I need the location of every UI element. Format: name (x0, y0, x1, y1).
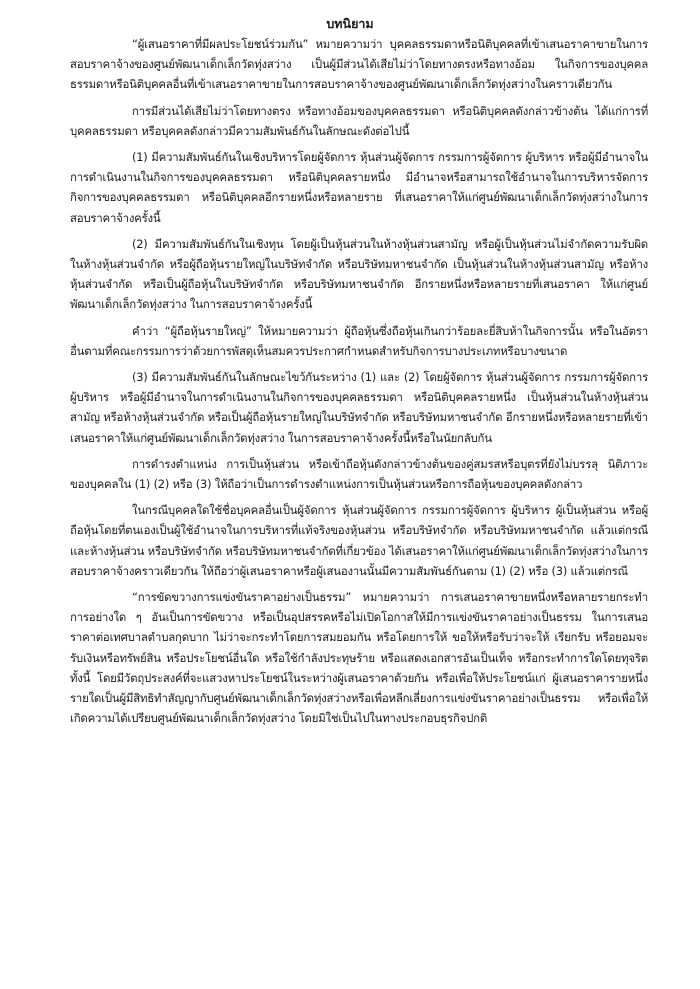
document-body (70, 34, 648, 735)
definition-paragraph: (1) มีความสัมพันธ์กันในเชิงบริหารโดยผู้จัดการ หุ้นส่วนผู้จัดการ กรรมการผู้จัดการ ผู้บริหาร หรือผู้มีอำนาจในการดำเนินงานในกิจการของบุคคลธรรมดา หรือนิติบุคคลรายหนึ่ง มีอำนาจหรือสามารถใช้อำนาจในการบริหารจัดการกิจการของบุคคลธรรมดา หรือนิติบุคคลอีกรายหนึ่งหรือหลายราย ที่เสนอราคาให้แก่ศูนย์พัฒนาเด็กเล็กวัดทุ่งสว่างในการสอบราคาจ้างครั้งนี้ (70, 150, 648, 225)
definition-paragraph: การดำรงตำแหน่ง การเป็นหุ้นส่วน หรือเข้าถือหุ้นดังกล่าวข้างต้นของคู่สมรสหรือบุตรที่ยังไม่บรรลุ นิติภาวะของบุคคลใน (1) (2) หรือ (3) ให้ถือว่าเป็นการดำรงตำแหน่งการเป็นหุ้นส่วนหรือการถือหุ้นของบุคคลดังกล่าว (70, 456, 648, 492)
definition-paragraph: ในกรณีบุคคลใดใช้ชื่อบุคคลอื่นเป็นผู้จัดการ หุ้นส่วนผู้จัดการ กรรมการผู้จัดการ ผู้บริหาร ผู้เป็นหุ้นส่วน หรือผู้ถือหุ้นโดยที่ตนเองเป็นผู้ใช้อำนาจในการบริหารที่แท้จริงของหุ้นส่วน หรือบริษัทจำกัด หรือบริษัทมหาชนจำกัด แล้วแต่กรณี และห้างหุ้นส่วน หรือบริษัทจำกัด หรือบริษัทมหาชนจำกัดที่เกี่ยวข้อง ได้เสนอราคาให้แก่ศูนย์พัฒนาเด็กเล็กวัดทุ่งสว่างในการสอบราคาจ้างคราวเดียวกัน ให้ถือว่าผู้เสนอราคาหรือผู้เสนองานนั้นมีความสัมพันธ์กันตาม (1) (2) หรือ (3) แล้วแต่กรณี (70, 503, 648, 578)
page-title: บทนิยาม (326, 16, 374, 31)
definition-paragraph: “ผู้เสนอราคาที่มีผลประโยชน์ร่วมกัน” หมายความว่า บุคคลธรรมดาหรือนิติบุคคลที่เข้าเสนอราคาขายในการสอบราคาจ้างของศูนย์พัฒนาเด็กเล็กวัดทุ่งสว่าง เป็นผู้มีส่วนได้เสียไม่ว่าโดยทางตรงหรือทางอ้อม ในกิจการของบุคคลธรรมดาหรือนิติบุคคลอื่นที่เข้าเสนอราคาขายในการสอบราคาจ้างของศูนย์พัฒนาเด็กเล็กวัดทุ่งสว่างในคราวเดียวกัน (70, 37, 648, 92)
definition-paragraph: (2) มีความสัมพันธ์กันในเชิงทุน โดยผู้เป็นหุ้นส่วนในห้างหุ้นส่วนสามัญ หรือผู้เป็นหุ้นส่วนไม่จำกัดความรับผิดในห้างหุ้นส่วนจำกัด หรือผู้ถือหุ้นรายใหญ่ในบริษัทจำกัด หรือบริษัทมหาชนจำกัด เป็นหุ้นส่วนในห้างหุ้นส่วนสามัญ หรือห้างหุ้นส่วนจำกัด หรือเป็นผู้ถือหุ้นในบริษัทจำกัด หรือบริษัทมหาชนจำกัด อีกรายหนึ่งหรือหลายรายที่เสนอราคา ให้แก่ศูนย์พัฒนาเด็กเล็กวัดทุ่งสว่าง ในการสอบราคาจ้างครั้งนี้ (70, 236, 648, 312)
definition-paragraph: (3) มีความสัมพันธ์กันในลักษณะไขว้กันระหว่าง (1) และ (2) โดยผู้จัดการ หุ้นส่วนผู้จัดการ กรรมการผู้จัดการผู้บริหาร หรือผู้มีอำนาจในการดำเนินงานในกิจการของบุคคลธรรมดา หรือนิติบุคคลรายหนึ่ง เป็นหุ้นส่วนในห้างหุ้นส่วนสามัญ หรือห้างหุ้นส่วนจำกัด หรือเป็นผู้ถือหุ้นรายใหญ่ในบริษัทจำกัด หรือบริษัทมหาชนจำกัด อีกรายหนึ่งหรือหลายรายที่เข้าเสนอราคาให้แก่ศูนย์พัฒนาเด็กเล็กวัดทุ่งสว่าง ในการสอบราคาจ้างครั้งนี้หรือในนัยกลับกัน (70, 370, 648, 445)
definition-paragraph: คำว่า “ผู้ถือหุ้นรายใหญ่” ให้หมายความว่า ผู้ถือหุ้นซึ่งถือหุ้นเกินกว่าร้อยละยี่สิบห้าในกิจการนั้น หรือในอัตราอื่นตามที่คณะกรรมการว่าด้วยการพัสดุเห็นสมควรประกาศกำหนดสำหรับกิจการบางประเภทหรือบางขนาด (70, 323, 648, 358)
definition-paragraph: “การขัดขวางการแข่งขันราคาอย่างเป็นธรรม” หมายความว่า การเสนอราคาขายหนึ่งหรือหลายรายกระทำการอย่างใด ๆ อันเป็นการขัดขวาง หรือเป็นอุปสรรคหรือไม่เปิดโอกาสให้มีการแข่งขันราคาอย่างเป็นธรรม ในการเสนอราคาต่อเทศบาลตำบลกุดบาก ไม่ว่าจะกระทำโดยการสมยอมกัน หรือโดยการให้ ขอให้หรือรับว่าจะให้ เรียกรับ หรือยอมจะรับเงินหรือทรัพย์สิน หรือประโยชน์อื่นใด หรือใช้กำลังประทุษร้าย หรือแสดงเอกสารอันเป็นเท็จ หรือกระทำการใดโดยทุจริต ทั้งนี้ โดยมีวัตถุประสงค์ที่จะแสวงหาประโยชน์ในระหว่างผู้เสนอราคาด้วยกัน หรือเพื่อให้ประโยชน์แก่ ผู้เสนอราคารายหนึ่งรายใดเป็นผู้มีสิทธิทำสัญญากับศูนย์พัฒนาเด็กเล็กวัดทุ่งสว่างหรือเพื่อหลีกเลี่ยงการแข่งขันราคาอย่างเป็นธรรม หรือเพื่อให้เกิดความได้เปรียบศูนย์พัฒนาเด็กเล็กวัดทุ่งสว่าง โดยมิใช่เป็นไปในทางประกอบธุรกิจปกติ (70, 590, 648, 726)
definition-paragraph: การมีส่วนได้เสียไม่ว่าโดยทางตรง หรือทางอ้อมของบุคคลธรรมดา หรือนิติบุคคลดังกล่าวข้างต้น ได้แก่การที่บุคคลธรรมดา หรือบุคคลดังกล่าวมีความสัมพันธ์กันในลักษณะดังต่อไปนี้ (70, 103, 648, 138)
